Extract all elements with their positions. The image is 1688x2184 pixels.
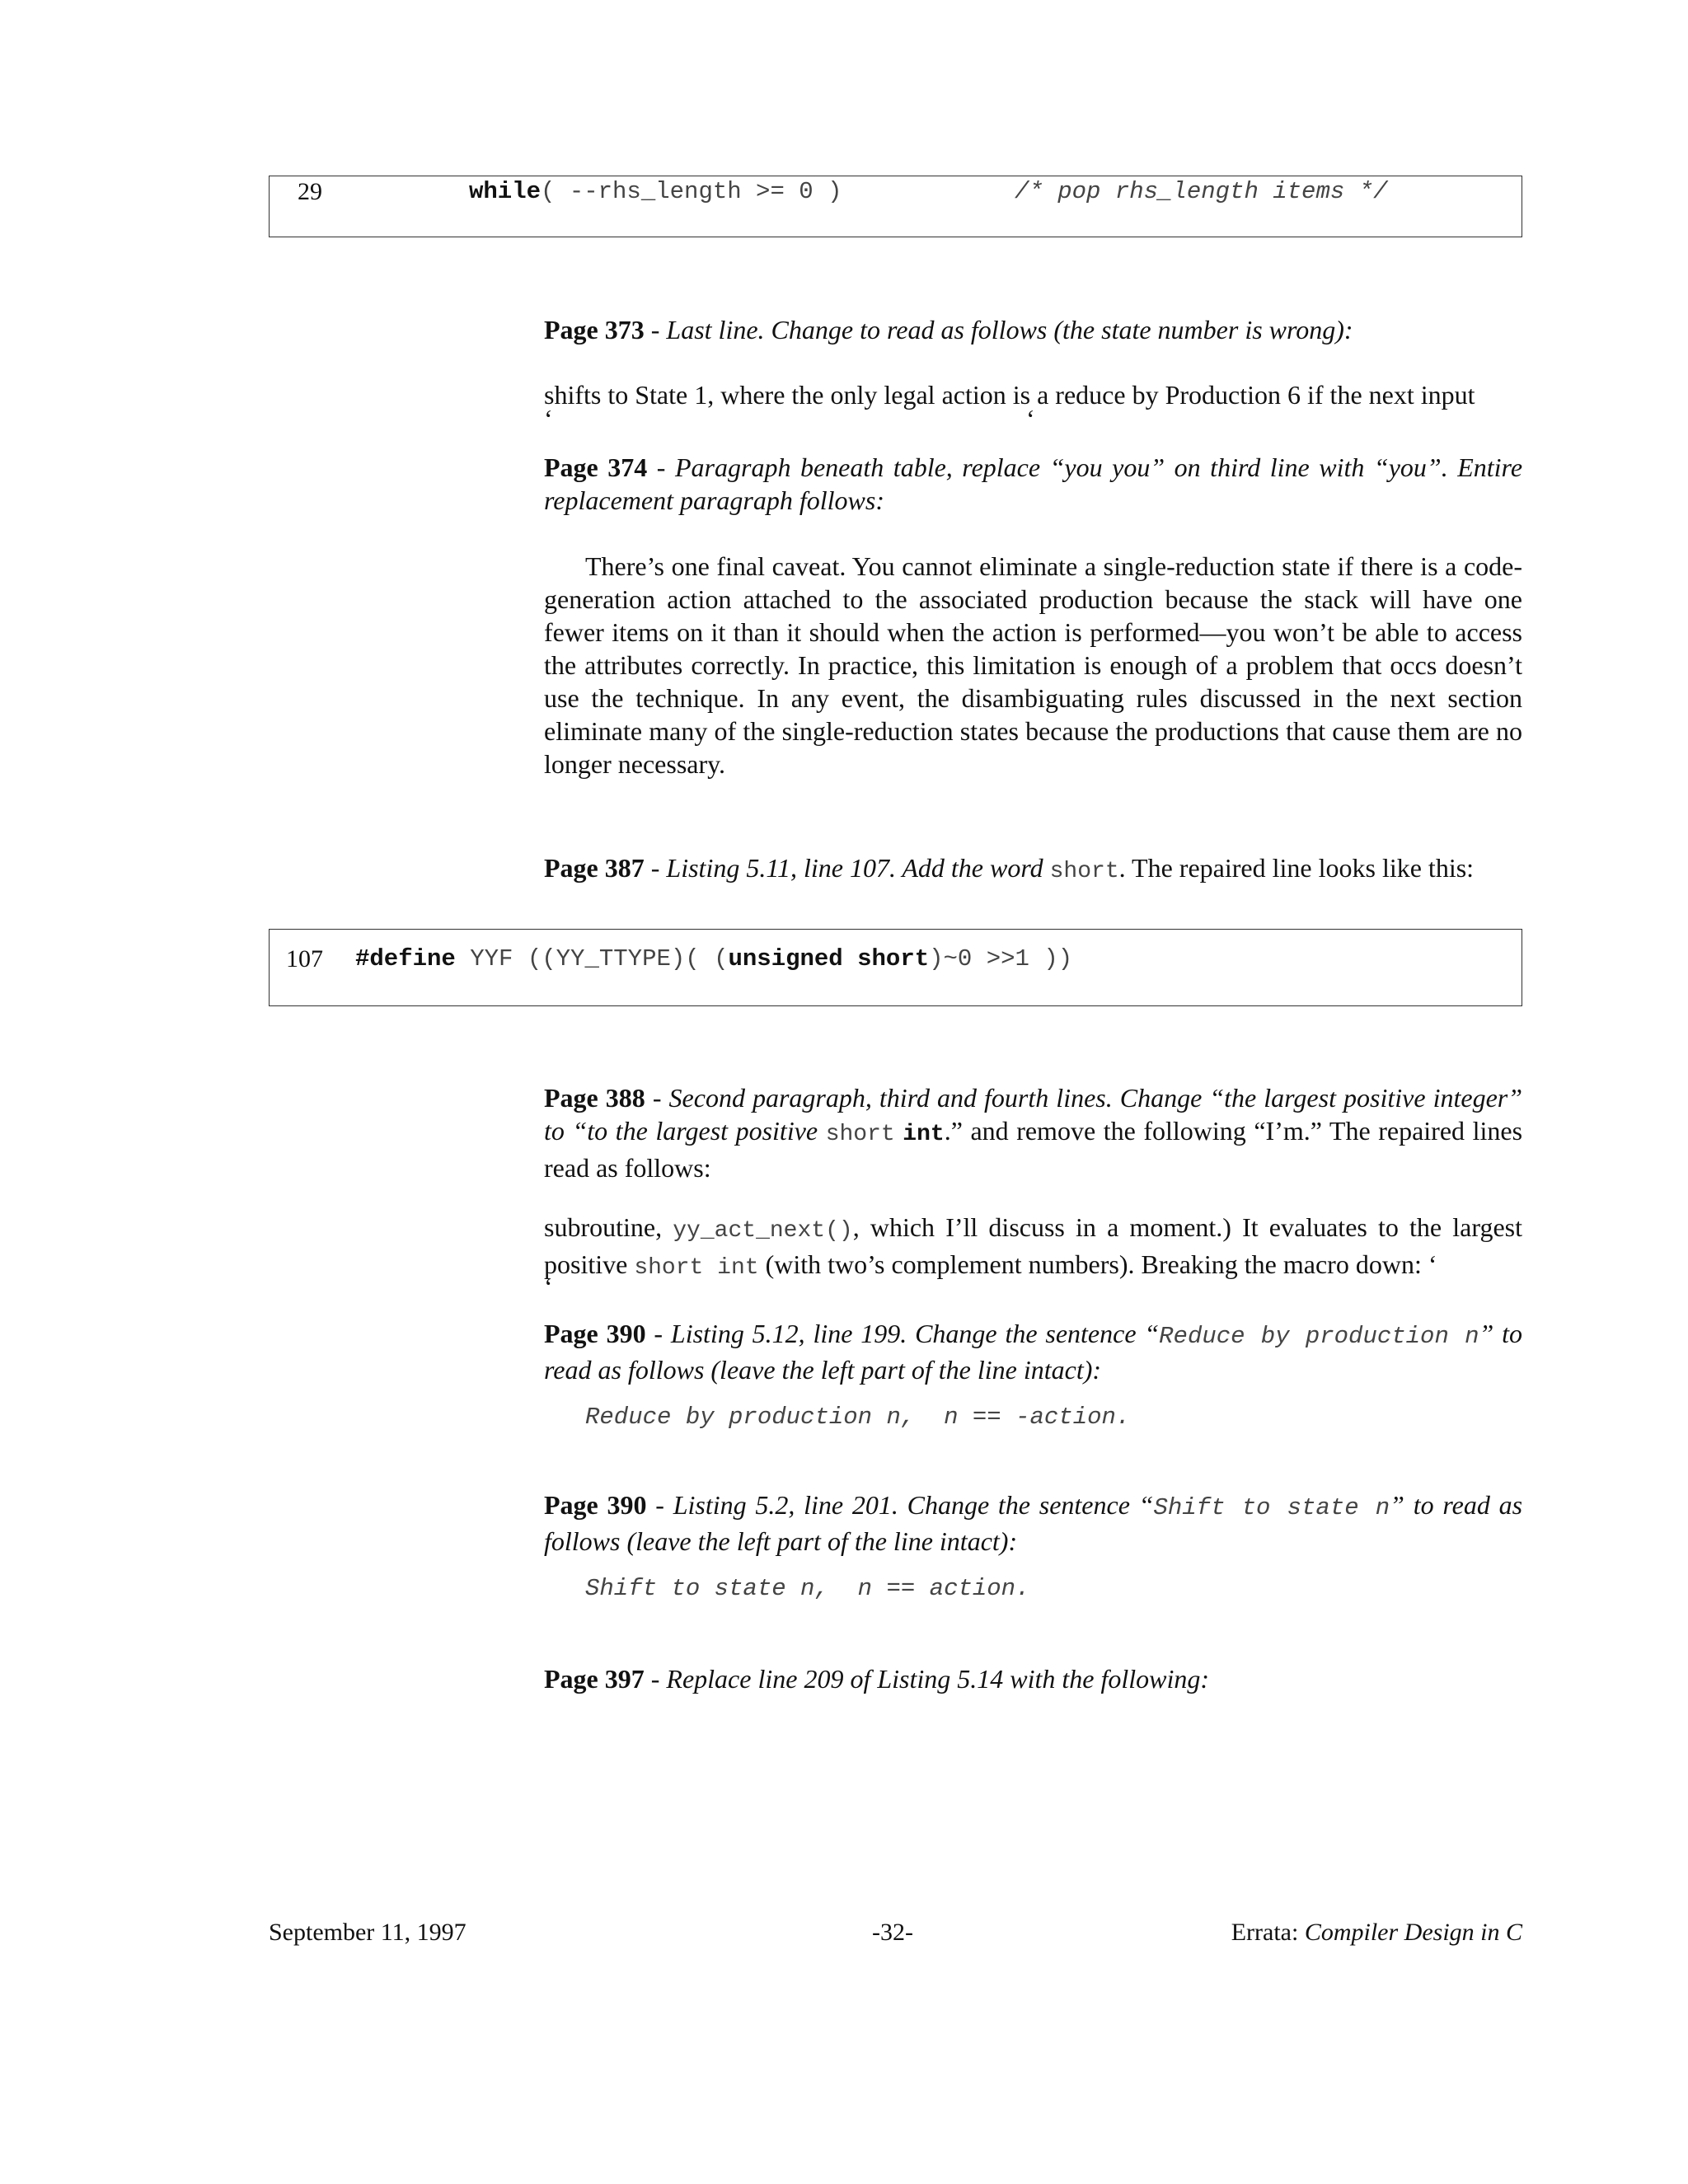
footer-title (1231, 1919, 1522, 1947)
replacement-paragraph-text: There’s one final caveat. You cannot eliminate a single-reduction state if there is a code-generation action attached to the associated production because the stack will have one fewer items on it than it should when the action is performed—you won’t be able to access the attributes correctly. In practice, this limitation is enough of a problem that occs doesn’t use the technique. In any event, the disambiguating rules discussed in the next section eliminate many of the single-reduction states because the productions that cause them are no longer necessary. (544, 551, 1522, 779)
separator: - (647, 452, 675, 482)
inline-code: Reduce by production n (1159, 1323, 1479, 1350)
inline-code: Shift to state n (1153, 1494, 1390, 1521)
code-keyword: #define (355, 945, 456, 972)
code-listing-box (269, 176, 1522, 237)
page-ref: Page 390 (544, 1490, 647, 1520)
erratum-page-390-a (544, 1317, 1522, 1386)
page-ref: Page 374 (544, 452, 648, 482)
footer-date: September 11, 1997 (269, 1919, 467, 1946)
code-line (469, 178, 842, 205)
separator: - (644, 315, 667, 344)
inline-code: short int (634, 1255, 759, 1281)
inline-code: int (903, 1122, 945, 1147)
replacement-text: , which I’ll discuss in a moment.) It evaluates to the largest positive (544, 1212, 1523, 1279)
erratum-page-373 (544, 313, 1522, 346)
code-replacement-line: Reduce by production n, n == -action. (585, 1404, 1131, 1431)
erratum-instruction: Second paragraph, third and fourth lines. Change “the largest positive integer” to “to the largest positive (544, 1083, 1523, 1146)
page-ref: Page 388 (544, 1083, 645, 1113)
replacement-paragraph (544, 550, 1522, 780)
replacement-text (544, 1211, 1522, 1285)
page-ref: Page 373 (544, 315, 645, 344)
separator: - (644, 1664, 667, 1694)
code-line (355, 945, 1072, 972)
erratum-instruction: Listing 5.12, line 199. Change the sentence “ (670, 1319, 1160, 1348)
inline-code: short (825, 1122, 895, 1147)
code-line-number: 107 (286, 945, 323, 972)
erratum-instruction: Listing 5.11, line 107. Add the word (666, 853, 1043, 883)
book-title: Compiler Design in C (1304, 1919, 1522, 1946)
separator: - (646, 1490, 673, 1520)
separator: - (645, 1319, 671, 1348)
erratum-instruction: Paragraph beneath table, replace “you you” on third line with “you”. Entire replacement paragraph follows: (544, 452, 1523, 515)
page-ref: Page 387 (544, 853, 645, 883)
code-keyword: unsigned short (728, 945, 930, 972)
code-text: )~0 >>1 )) (929, 945, 1073, 972)
quote-mark: ‘ (544, 1272, 553, 1301)
replacement-line: shifts to State 1, where the only legal action is a reduce by Production 6 if the next input (544, 380, 1475, 410)
separator: - (644, 853, 667, 883)
inline-code: short (1049, 859, 1119, 884)
erratum-page-388 (544, 1081, 1522, 1184)
quote-mark: ‘ (544, 404, 553, 434)
erratum-page-387 (544, 851, 1522, 888)
code-replacement-line: Shift to state n, n == action. (585, 1575, 1030, 1602)
erratum-instruction: Replace line 209 of Listing 5.14 with the following: (666, 1664, 1210, 1694)
footer-label: Errata: (1231, 1919, 1305, 1946)
erratum-instruction: Last line. Change to read as follows (the state number is wrong): (666, 315, 1353, 344)
erratum-instruction: ” to read as follows (leave the left part of the line intact): (544, 1319, 1523, 1385)
code-listing-box (269, 929, 1522, 1006)
code-keyword: while (469, 178, 542, 205)
erratum-instruction: Listing 5.2, line 201. Change the sentence “ (673, 1490, 1154, 1520)
erratum-instruction: ” to read as follows (leave the left part of the line intact): (544, 1490, 1523, 1556)
separator: - (645, 1083, 669, 1113)
replacement-text: subroutine, (544, 1212, 663, 1242)
footer-page-number: -32- (872, 1919, 913, 1946)
code-comment: /* pop rhs_length items */ (1015, 178, 1388, 205)
code-line-number: 29 (298, 178, 322, 205)
erratum-page-374 (544, 451, 1522, 517)
erratum-tail: . The repaired line looks like this: (1118, 853, 1475, 883)
inline-code: yy_act_next() (673, 1218, 853, 1244)
page-ref: Page 390 (544, 1319, 646, 1348)
code-text: YYF ((YY_TTYPE)( ( (455, 945, 729, 972)
quote-mark: ‘ (1026, 404, 1035, 434)
erratum-page-390-b (544, 1488, 1522, 1558)
code-text: ( --rhs_length >= 0 ) (541, 178, 842, 205)
erratum-instruction-tail: .” and remove the following “I’m.” The repaired lines read as follows: (544, 1116, 1523, 1183)
page-ref: Page 397 (544, 1664, 645, 1694)
replacement-text: (with two’s complement numbers). Breaking the macro down: ‘ (758, 1249, 1437, 1279)
erratum-page-397 (544, 1662, 1522, 1695)
